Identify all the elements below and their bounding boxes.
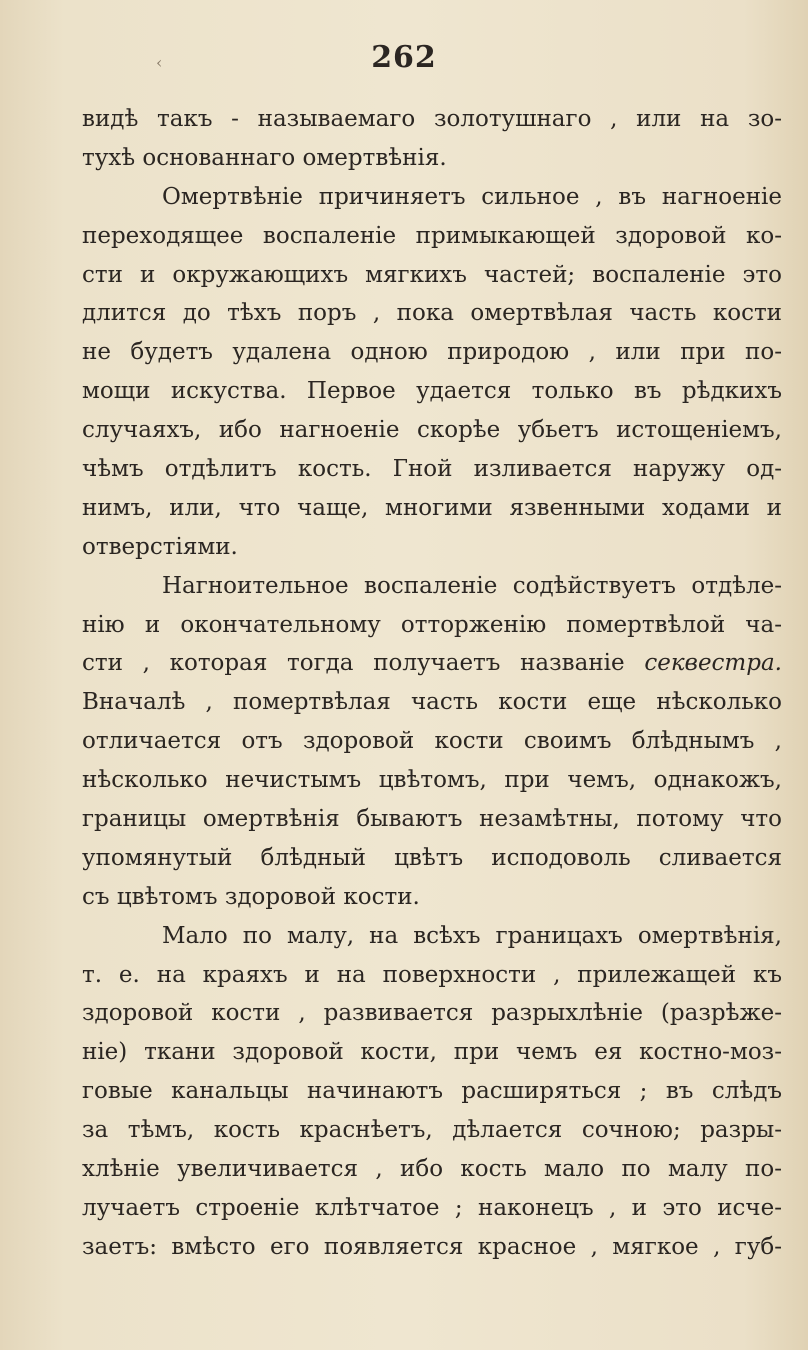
- text-line: Вначалѣ , помертвѣлая часть кости еще нѣсколько: [82, 689, 782, 716]
- text-line: нимъ, или, что чаще, многими язвенными ходами и: [82, 494, 782, 521]
- text-line: съ цвѣтомъ здоровой кости.: [82, 883, 420, 910]
- text-line: отличается отъ здоровой кости своимъ блѣднымъ ,: [82, 728, 782, 755]
- text-line: заетъ: вмѣсто его появляется красное , мягкое , губ-: [82, 1233, 782, 1260]
- text-line: длится до тѣхъ поръ , пока омертвѣлая часть кости: [82, 300, 782, 327]
- text-line: за тѣмъ, кость краснѣетъ, дѣлается сочною; разры-: [82, 1117, 782, 1144]
- text-line: говые канальцы начинаютъ расширяться ; въ слѣдъ: [82, 1078, 782, 1105]
- text-line: отверстіями.: [82, 533, 238, 560]
- text-line: Омертвѣніе причиняетъ сильное , въ нагноеніе: [162, 183, 782, 210]
- text-line: здоровой кости , развивается разрыхлѣніе (разрѣже-: [82, 1000, 782, 1027]
- text-line: нію и окончательному отторженію помертвѣлой ча-: [82, 611, 782, 638]
- body-text: [82, 100, 782, 1267]
- text-line: упомянутый блѣдный цвѣтъ исподоволь сливается: [82, 844, 782, 871]
- text-line: тухѣ основаннаго омертвѣнія.: [82, 144, 447, 171]
- text-line: Нагноительное воспаленіе содѣйствуетъ отдѣле-: [162, 572, 782, 599]
- text-line: мощи искуства. Первое удается только въ рѣдкихъ: [82, 378, 782, 405]
- page-number: 262: [371, 40, 437, 75]
- text-line: нѣсколько нечистымъ цвѣтомъ, при чемъ, однакожъ,: [82, 767, 782, 794]
- text-line: ніе) ткани здоровой кости, при чемъ ея костно-моз-: [82, 1039, 782, 1066]
- text-line-with-term: [82, 644, 782, 683]
- text-line: границы омертвѣнія бываютъ незамѣтны, потому что: [82, 806, 782, 833]
- text-line: лучаетъ строеніе клѣтчатое ; наконецъ , и это исче-: [82, 1194, 782, 1221]
- text-line: не будетъ удалена одною природою , или при по-: [82, 339, 782, 366]
- text-line: случаяхъ, ибо нагноеніе скорѣе убьетъ истощеніемъ,: [82, 417, 782, 444]
- italic-term: секвестра.: [644, 650, 782, 677]
- text-line: сти и окружающихъ мягкихъ частей; воспаленіе это: [82, 261, 782, 288]
- text-line: видѣ такъ - называемаго золотушнаго , или на зо-: [82, 106, 782, 132]
- text-line: т. е. на краяхъ и на поверхности , прилежащей къ: [82, 961, 782, 988]
- text-line: переходящее воспаленіе примыкающей здоровой ко-: [82, 222, 782, 249]
- text-line-start: сти , которая тогда получаетъ названіе: [82, 650, 625, 677]
- text-line: Мало по малу, на всѣхъ границахъ омертвѣнія,: [162, 922, 782, 949]
- margin-mark: ‹: [156, 53, 163, 72]
- text-line: чѣмъ отдѣлитъ кость. Гной изливается наружу од-: [82, 456, 782, 483]
- text-line: хлѣніе увеличивается , ибо кость мало по малу по-: [82, 1156, 782, 1183]
